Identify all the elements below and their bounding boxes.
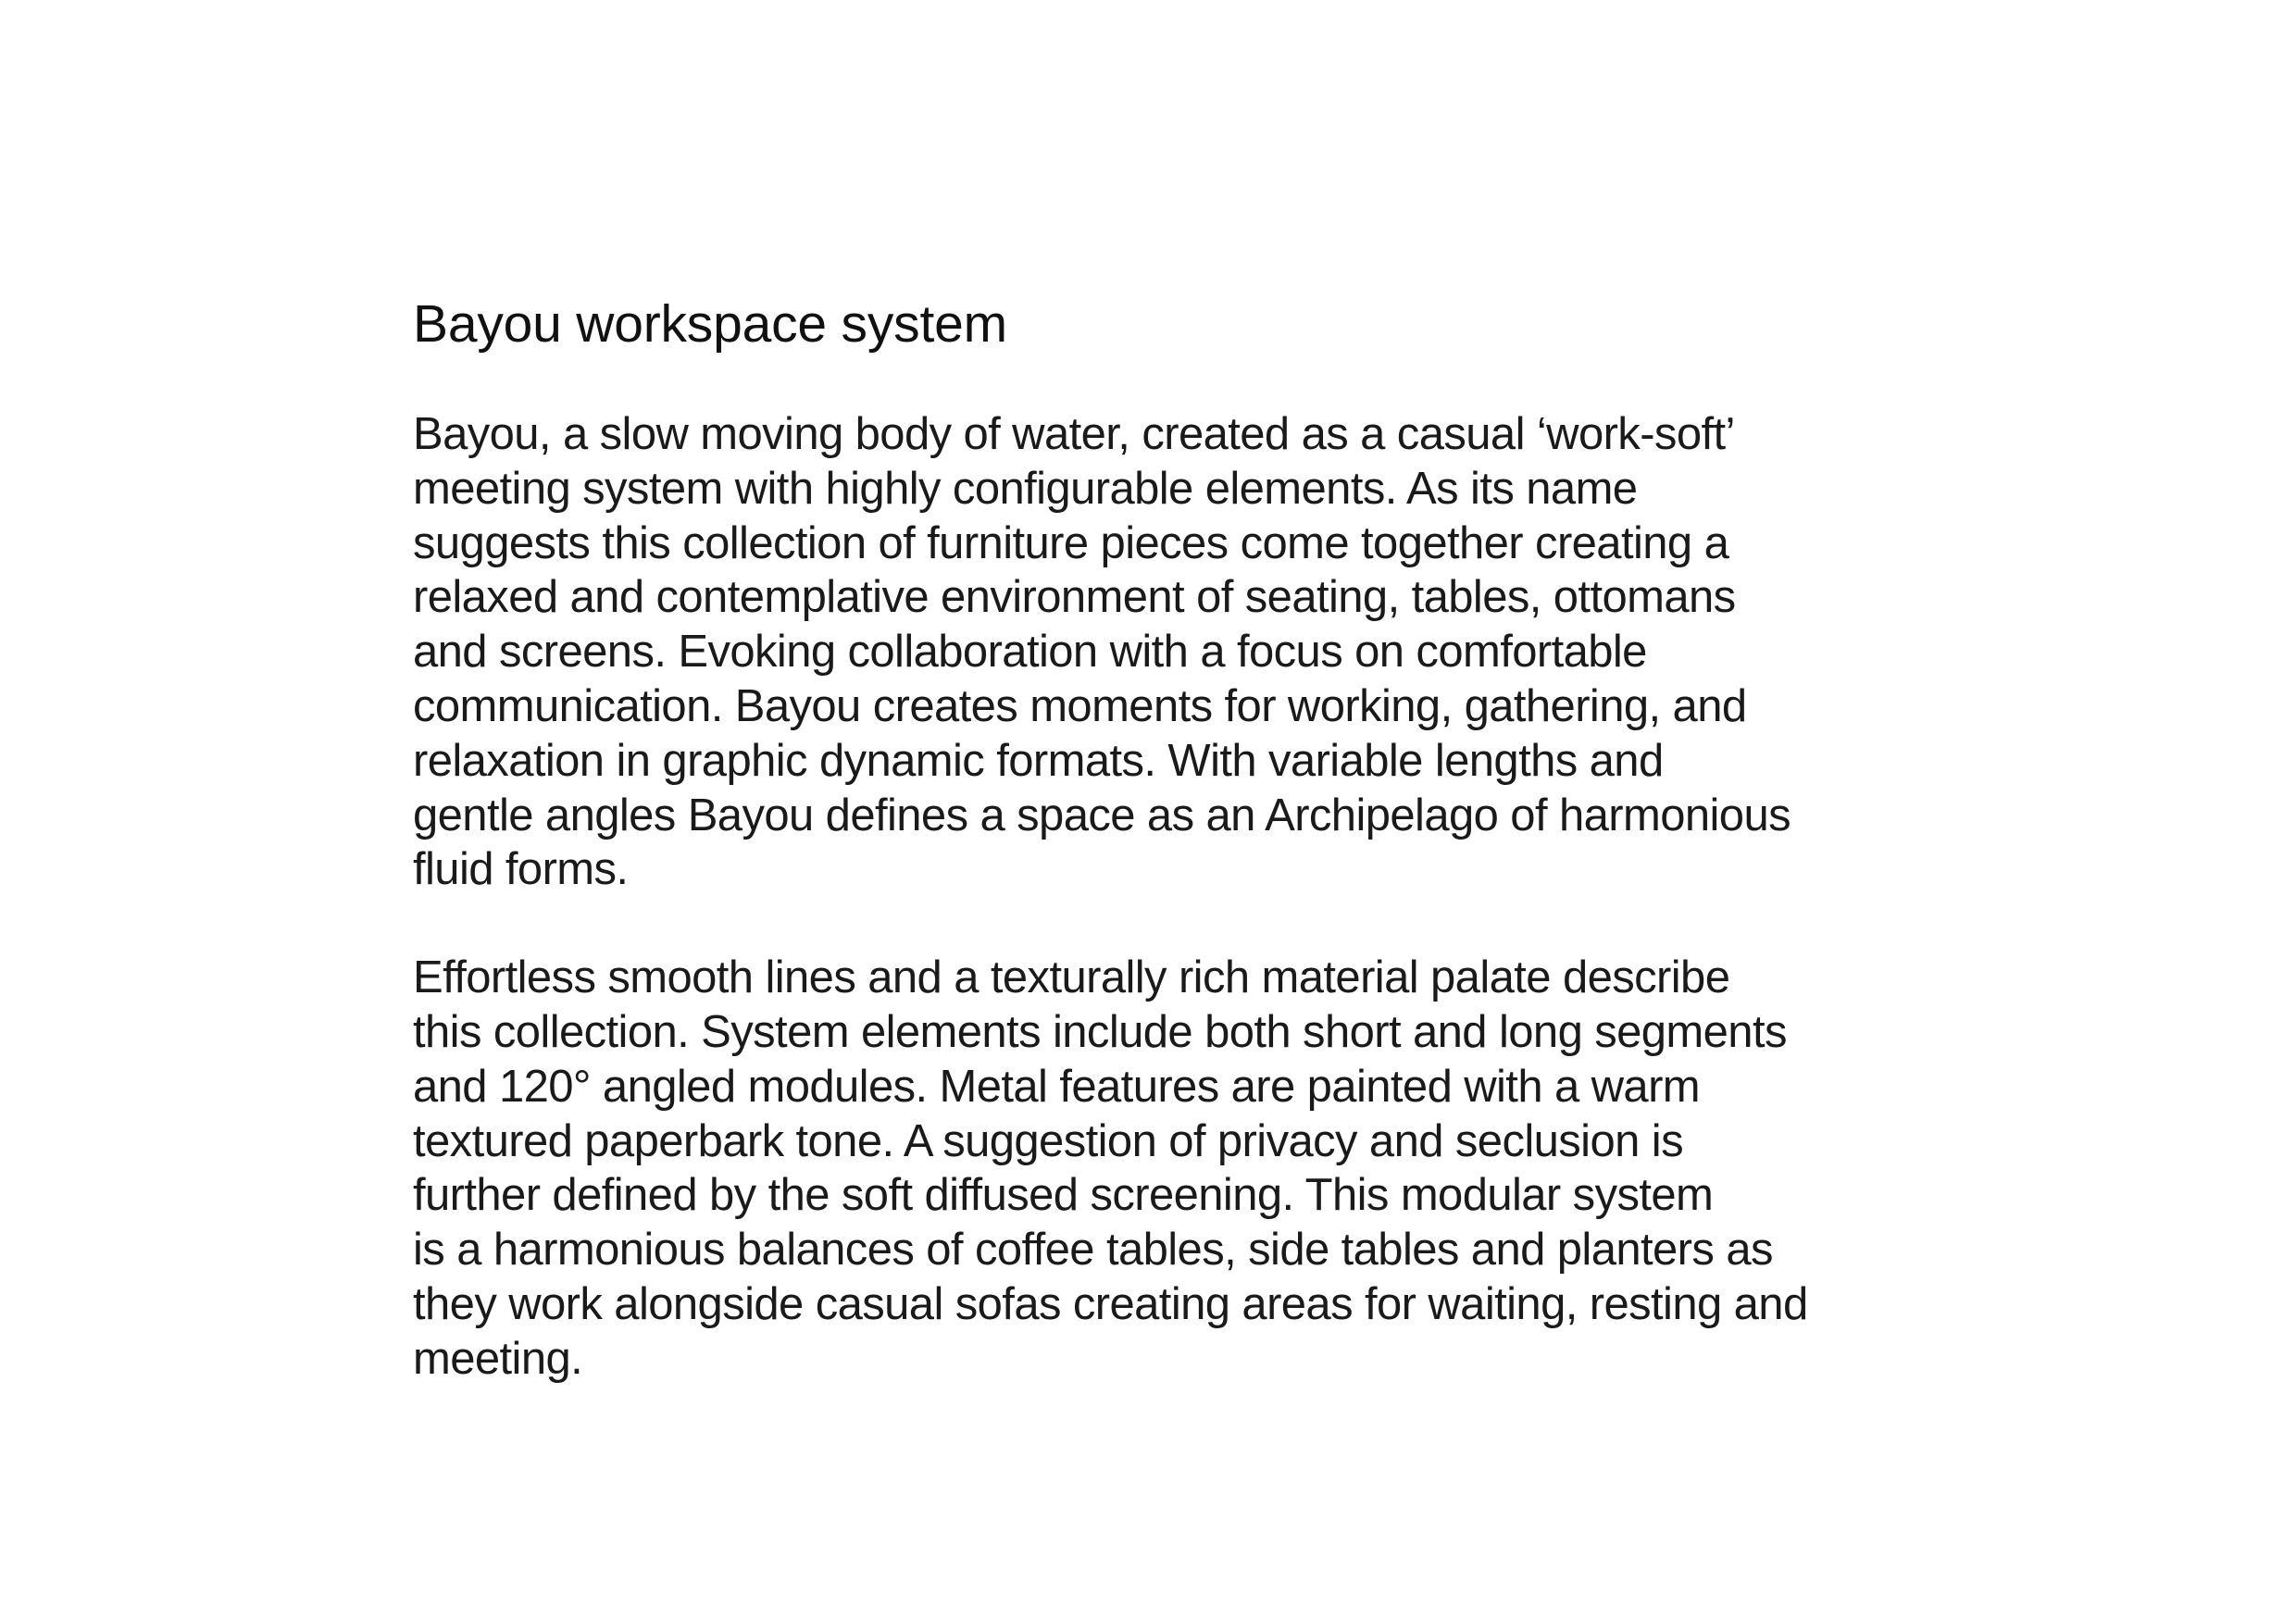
paragraph-intro: [413, 407, 1987, 897]
text-line: and 120° angled modules. Metal features are painted with a warm: [413, 1061, 1701, 1112]
text-line: gentle angles Bayou defines a space as an Archipelago of harmonious: [413, 790, 1791, 840]
text-line: this collection. System elements include both short and long segments: [413, 1006, 1787, 1057]
text-line: fluid forms.: [413, 844, 629, 895]
paragraph-details: [413, 951, 1987, 1386]
text-line: further defined by the soft diffused screening. This modular system: [413, 1170, 1714, 1221]
text-line: and screens. Evoking collaboration with a focus on comfortable: [413, 627, 1647, 678]
text-line: relaxed and contemplative environment of seating, tables, ottomans: [413, 572, 1736, 623]
text-line: textured paperbark tone. A suggestion of privacy and seclusion is: [413, 1115, 1683, 1166]
text-line: meeting.: [413, 1333, 583, 1384]
text-line: Effortless smooth lines and a texturally rich material palate describe: [413, 952, 1730, 1003]
document-title: Bayou workspace system: [413, 294, 1007, 354]
text-line: Bayou, a slow moving body of water, created as a casual ‘work-soft’: [413, 409, 1735, 459]
text-line: relaxation in graphic dynamic formats. With variable lengths and: [413, 735, 1664, 786]
text-line: they work alongside casual sofas creating areas for waiting, resting and: [413, 1278, 1808, 1329]
text-line: communication. Bayou creates moments for working, gathering, and: [413, 680, 1747, 731]
text-line: meeting system with highly configurable elements. As its name: [413, 463, 1638, 514]
text-line: suggests this collection of furniture pieces come together creating a: [413, 517, 1729, 568]
document-body: [413, 287, 1987, 1387]
text-line: is a harmonious balances of coffee tables, side tables and planters as: [413, 1225, 1773, 1276]
